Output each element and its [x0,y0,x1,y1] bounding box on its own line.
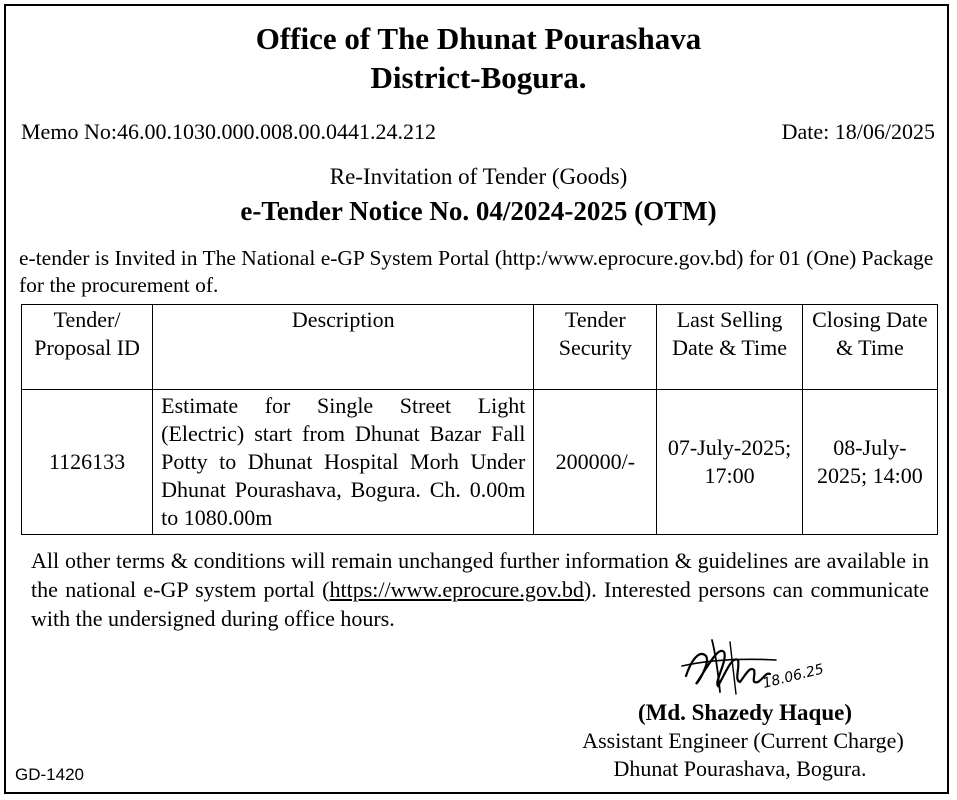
cell-closing: 08-July-2025; 14:00 [802,390,937,535]
signature-date: 18.06.25 [761,661,826,692]
cell-description: Estimate for Single Street Light (Electric) start from Dhunat Bazar Fall Potty to Dhunat Hospital Morh Under Dhunat Pourashava, Bogura. Ch. 0.00m to 1080.00m [153,390,534,535]
header-description: Description [153,305,534,390]
eprocure-link[interactable]: https://www.eprocure.gov.bd [329,577,584,602]
table-header-row [22,305,938,390]
office-title: Office of The Dhunat Pourashava [255,21,702,56]
terms-text-start: All other terms & conditions will remain unchanged further information & guidelines are available in the national e-GP system portal ( [31,548,929,602]
header-tender-id: Tender/ Proposal ID [22,305,153,390]
notice-date: Date: 18/06/2025 [781,119,935,144]
cell-last-selling: 07-July-2025; 17:00 [657,390,802,535]
handwritten-signature [678,636,828,698]
notice-title: e-Tender Notice No. 04/2024-2025 (OTM) [240,196,717,226]
terms-paragraph [31,546,929,633]
header-closing: Closing Date & Time [802,305,937,390]
signatory-designation: Assistant Engineer (Current Charge) [582,728,904,753]
signatory-office: Dhunat Pourashava, Bogura. [613,756,867,781]
terms-text-end: ). Interested persons can communicate with the undersigned during office hours. [31,577,929,631]
signatory-name: (Md. Shazedy Haque) [637,700,853,725]
header-last-selling: Last Selling Date & Time [657,305,802,390]
tender-table [21,304,938,535]
cell-tender-id: 1126133 [22,390,153,535]
header-tender-security: Tender Security [534,305,657,390]
table-row [22,390,938,535]
intro-paragraph: e-tender is Invited in The National e-GP System Portal (http:/www.eprocure.gov.bd) for 01 (One) Package for the procurement of. [19,246,934,297]
reinvitation-heading: Re-Invitation of Tender (Goods) [329,164,628,189]
cell-tender-security: 200000/- [534,390,657,535]
district-title: District-Bogura. [370,60,587,95]
ad-code: GD-1420 [15,765,84,784]
memo-number: Memo No:46.00.1030.000.008.00.0441.24.212 [21,119,436,144]
